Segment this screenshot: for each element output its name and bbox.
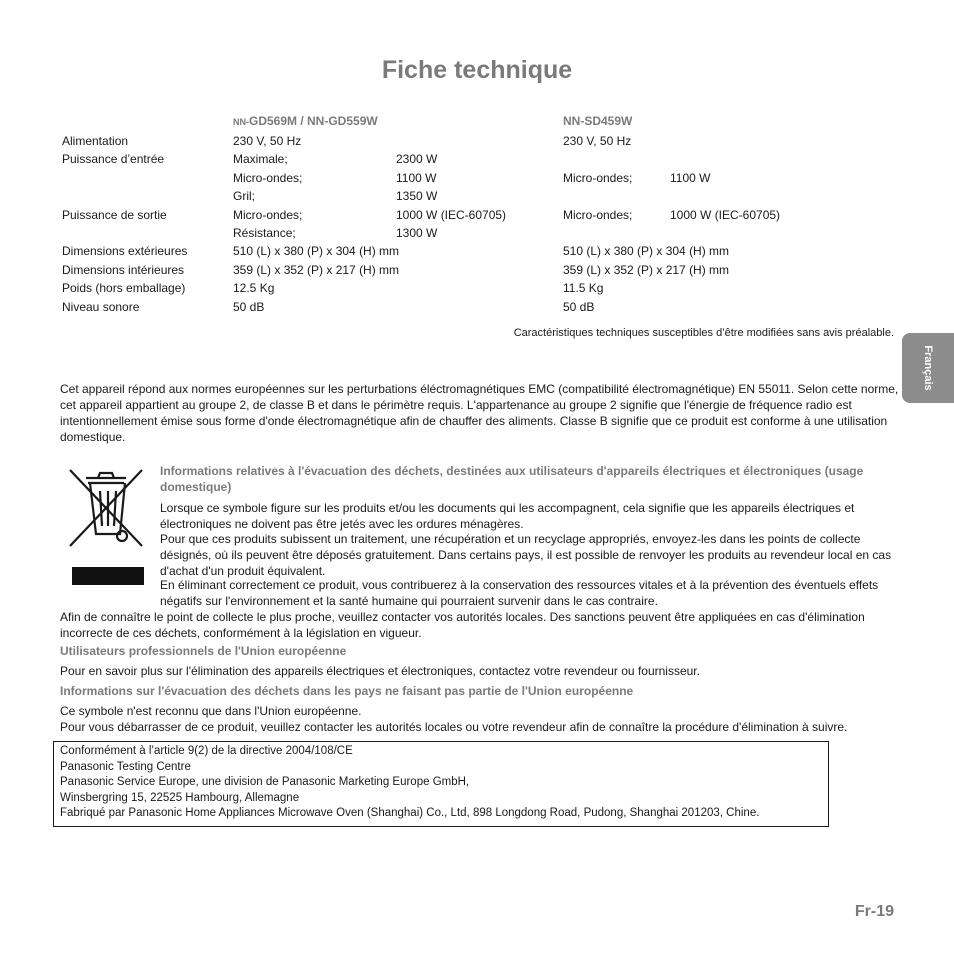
spec-value: 1100 W [396,171,437,185]
spec-value: 50 dB [233,300,265,314]
spec-change-note: Caractéristiques techniques susceptibles d’être modifiées sans avis préalable. [513,327,894,339]
table-row [0,170,954,186]
spec-table-header [0,113,954,129]
spec-label: Dimensions extérieures [62,244,188,258]
conformity-line: Panasonic Service Europe, une division de Panasonic Marketing Europe GmbH, [60,776,470,788]
waste-paragraph: Afin de connaître le point de collecte le plus proche, veuillez contacter vos autorités locales. Des sanctions peuvent être appliquées en cas d'élimination incorrecte de ces déchets, conformément à la législation en vigueur. [60,610,865,640]
waste-info-heading: Informations relatives à l'évacuation des déchets, destinées aux utilisateurs d'appareils électriques et électroniques (usage domestique) [160,464,864,494]
spec-value: Gril; [233,189,255,203]
spec-value: 1350 W [396,189,438,203]
page-title: Fiche technique [381,56,573,84]
spec-label: Poids (hors emballage) [62,281,186,295]
spec-value: 1000 W (IEC-60705) [396,208,507,222]
table-row [0,262,954,278]
table-row [0,188,954,204]
non-eu-text: Ce symbole n'est reconnu que dans l'Union européenne. [60,704,362,718]
model-b-heading: NN-SD459W [563,114,633,128]
spec-value: Micro-ondes; [233,208,303,222]
spec-value: Micro-ondes; [563,208,633,222]
table-row [0,133,954,149]
non-eu-heading: Informations sur l'évacuation des déchets dans les pays ne faisant pas partie de l'Union européenne [60,684,634,698]
spec-value: 359 (L) x 352 (P) x 217 (H) mm [233,263,400,277]
waste-paragraph: En éliminant correctement ce produit, vous contribuerez à la conservation des ressources vitales et à la prévention des éventuels effets négatifs sur l'environnement et la santé humaine qui pourraient survenir dans le cas contraire. [160,578,879,608]
language-tab [902,333,954,403]
spec-label: Niveau sonore [62,300,140,314]
spec-value: Maximale; [233,152,288,166]
spec-value: 230 V, 50 Hz [563,134,632,148]
spec-value: 510 (L) x 380 (P) x 304 (H) mm [563,244,730,258]
spec-label: Puissance de sortie [62,208,167,222]
conformity-line: Fabriqué par Panasonic Home Appliances Microwave Oven (Shanghai) Co., Ltd, 898 Longdong Road, Pudong, Shanghai 201203, Chine. [60,807,760,819]
waste-paragraph: Lorsque ce symbole figure sur les produits et/ou les documents qui les accompagnent, cela signifie que les appareils électriques et électroniques ne doivent pas être jetés avec les ordures ménagères. [160,501,855,531]
waste-paragraph: Pour que ces produits subissent un traitement, une récupération et un recyclage appropriés, envoyez-les dans les points de collecte désignés, où ils peuvent être déposés gratuitement. Dans certains pays, il est possible de renvoyer les produits au revendeur local en cas d'achat d'un produit équivalent. [160,532,892,578]
spec-value: 1300 W [396,226,438,240]
pro-users-text: Pour en savoir plus sur l'élimination des appareils électriques et électroniques, contactez votre revendeur ou fournisseur. [60,664,700,678]
spec-value: 50 dB [563,300,595,314]
spec-value: Micro-ondes; [233,171,303,185]
non-eu-text: Pour vous débarrasser de ce produit, veuillez contacter les autorités locales ou votre revendeur afin de connaître la procédure d'élimination à suivre. [60,720,848,734]
table-row [0,243,954,259]
table-row [0,225,954,241]
spec-value: 11.5 Kg [563,281,604,295]
table-row [0,280,954,296]
spec-label: Dimensions intérieures [62,263,185,277]
pro-users-heading: Utilisateurs professionnels de l'Union européenne [60,644,347,658]
spec-value: 359 (L) x 352 (P) x 217 (H) mm [563,263,730,277]
spec-value: 1100 W [670,171,711,185]
spec-value: 510 (L) x 380 (P) x 304 (H) mm [233,244,400,258]
emc-paragraph: Cet appareil répond aux normes européennes sur les perturbations éléctromagnétiques EMC (compatibilité électromagnétique) EN 55011. Selon cette norme, cet appareil appartient au groupe 2, de classe B et dans le périmètre requis. L'appartenance au groupe 2 signifie que l'énergie de fréquence radio est intentionnellement émise sous forme d'onde électromagnétique afin de chauffer des aliments. Classe B signifie que ce produit est conforme à une utilisation domestique. [60,382,899,444]
spec-label: Puissance d’entrée [62,152,165,166]
spec-value: Résistance; [233,226,296,240]
crossed-out-wheelie-bin-icon [66,464,146,586]
table-row [0,299,954,315]
spec-label: Alimentation [62,134,129,148]
conformity-line: Conformément à l’article 9(2) de la directive 2004/108/CE [60,745,353,757]
spec-value: 2300 W [396,152,438,166]
spec-value: 1000 W (IEC-60705) [670,208,781,222]
page-number: Fr-19 [854,903,894,920]
spec-value: 12.5 Kg [233,281,275,295]
spec-value: Micro-ondes; [563,171,633,185]
language-tab-label: Français [922,345,934,391]
conformity-box [53,741,829,827]
table-row [0,151,954,167]
spec-value: 230 V, 50 Hz [233,134,302,148]
model-a-heading: NN-GD569M / NN-GD559W [233,114,378,128]
conformity-line: Winsbergring 15, 22525 Hambourg, Allemagne [60,791,300,804]
conformity-line: Panasonic Testing Centre [60,760,191,773]
table-row [0,207,954,223]
